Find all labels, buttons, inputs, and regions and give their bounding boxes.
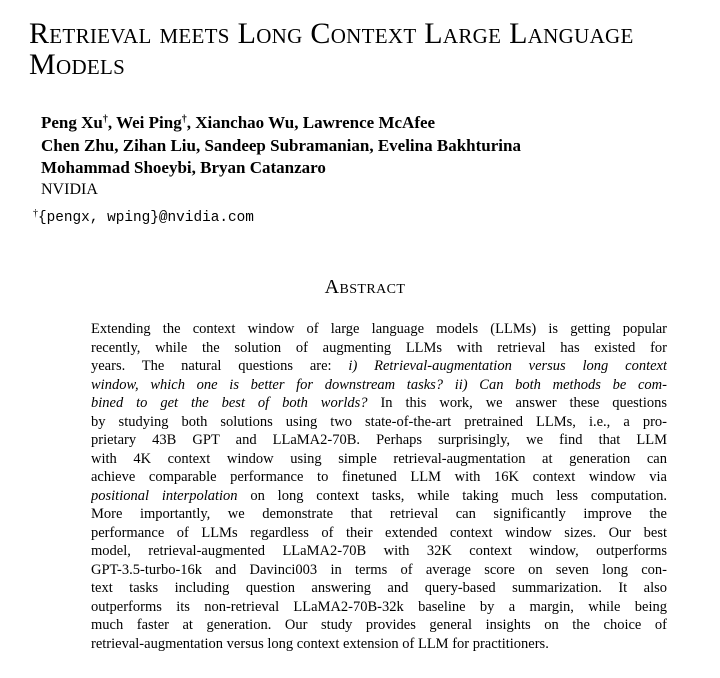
abstract-line xyxy=(91,635,667,654)
abstract-text: outperforms its non-retrieval LLaMA2-70B-32k baseline by a margin, while being xyxy=(91,598,667,615)
author-line-3: Mohammad Shoeybi, Bryan Catanzaro xyxy=(41,158,326,178)
abstract-line xyxy=(91,542,667,561)
author-names: Peng Xu xyxy=(41,113,103,132)
abstract-line xyxy=(91,394,667,413)
abstract-line xyxy=(91,505,667,524)
abstract-text: performance of LLMs regardless of their extended context window sizes. Our best xyxy=(91,524,667,541)
abstract-text-italic: window, which one is better for downstream tasks? ii) Can both methods be com- xyxy=(91,376,667,393)
abstract-text-italic: positional interpolation xyxy=(91,487,238,504)
email xyxy=(33,205,254,227)
abstract-body xyxy=(91,320,667,653)
abstract-line xyxy=(91,339,667,358)
page-title xyxy=(29,18,634,80)
abstract-text: years. The natural questions are: xyxy=(91,358,349,374)
abstract-line xyxy=(91,431,667,450)
author-block xyxy=(41,112,521,180)
abstract-line xyxy=(91,524,667,543)
abstract-text: model, retrieval-augmented LLaMA2-70B with 32K context window, outperforms xyxy=(91,543,667,559)
title-line-2: Models xyxy=(29,48,126,81)
abstract-text: on long context tasks, while taking much less computation. xyxy=(237,487,667,504)
abstract-text: prietary 43B GPT and LLaMA2-70B. Perhaps surprisingly, we find that LLM xyxy=(91,432,667,448)
abstract-line xyxy=(91,616,667,635)
abstract-text: GPT-3.5-turbo-16k and Davinci003 in terms of average score on seven long con- xyxy=(91,561,667,578)
author-line-1 xyxy=(41,112,521,135)
abstract-text: recently, while the solution of augmenting LLMs with retrieval has existed for xyxy=(91,339,667,356)
abstract-heading: Abstract xyxy=(324,276,406,298)
affiliation: NVIDIA xyxy=(41,181,98,198)
dagger-superscript: † xyxy=(181,114,187,125)
abstract-line xyxy=(91,561,667,580)
abstract-text: More importantly, we demonstrate that retrieval can significantly improve the xyxy=(91,506,667,522)
abstract-text: with 4K context window using simple retrieval-augmentation at generation can xyxy=(91,450,667,467)
abstract-text-italic: i) Retrieval-augmentation versus long context xyxy=(348,358,667,374)
abstract-line xyxy=(91,320,667,339)
abstract-line xyxy=(91,376,667,395)
dagger-superscript: † xyxy=(102,114,108,125)
email-address: {pengx, wping}@nvidia.com xyxy=(38,210,254,226)
abstract-line xyxy=(91,598,667,617)
abstract-line xyxy=(91,413,667,432)
abstract-text-italic: bined to get the best of both worlds? xyxy=(91,395,368,411)
abstract-line xyxy=(91,357,667,376)
abstract-text: text tasks including question answering and query-based summarization. It also xyxy=(91,580,667,596)
title-line-1: Retrieval meets Long Context Large Language xyxy=(29,17,634,50)
abstract-text: Extending the context window of large language models (LLMs) is getting popular xyxy=(91,321,667,337)
author-names: , Wei Ping xyxy=(107,113,182,132)
abstract-line xyxy=(91,579,667,598)
abstract-line xyxy=(91,487,667,506)
abstract-text: much faster at generation. Our study provides general insights on the choice of xyxy=(91,617,667,633)
abstract-line xyxy=(91,450,667,469)
abstract-line xyxy=(91,468,667,487)
dagger-superscript: † xyxy=(33,208,38,219)
abstract-text: retrieval-augmentation versus long context extension of LLM for practitioners. xyxy=(91,635,549,652)
abstract-text: In this work, we answer these questions xyxy=(367,395,667,411)
author-line-2: Chen Zhu, Zihan Liu, Sandeep Subramanian, Evelina Bakhturina xyxy=(41,135,521,155)
abstract-text: by studying both solutions using two state-of-the-art pretrained LLMs, i.e., a pro- xyxy=(91,413,667,430)
abstract-text: achieve comparable performance to finetuned LLM with 16K context window via xyxy=(91,469,667,485)
author-names: , Xianchao Wu, Lawrence McAfee xyxy=(186,113,436,132)
